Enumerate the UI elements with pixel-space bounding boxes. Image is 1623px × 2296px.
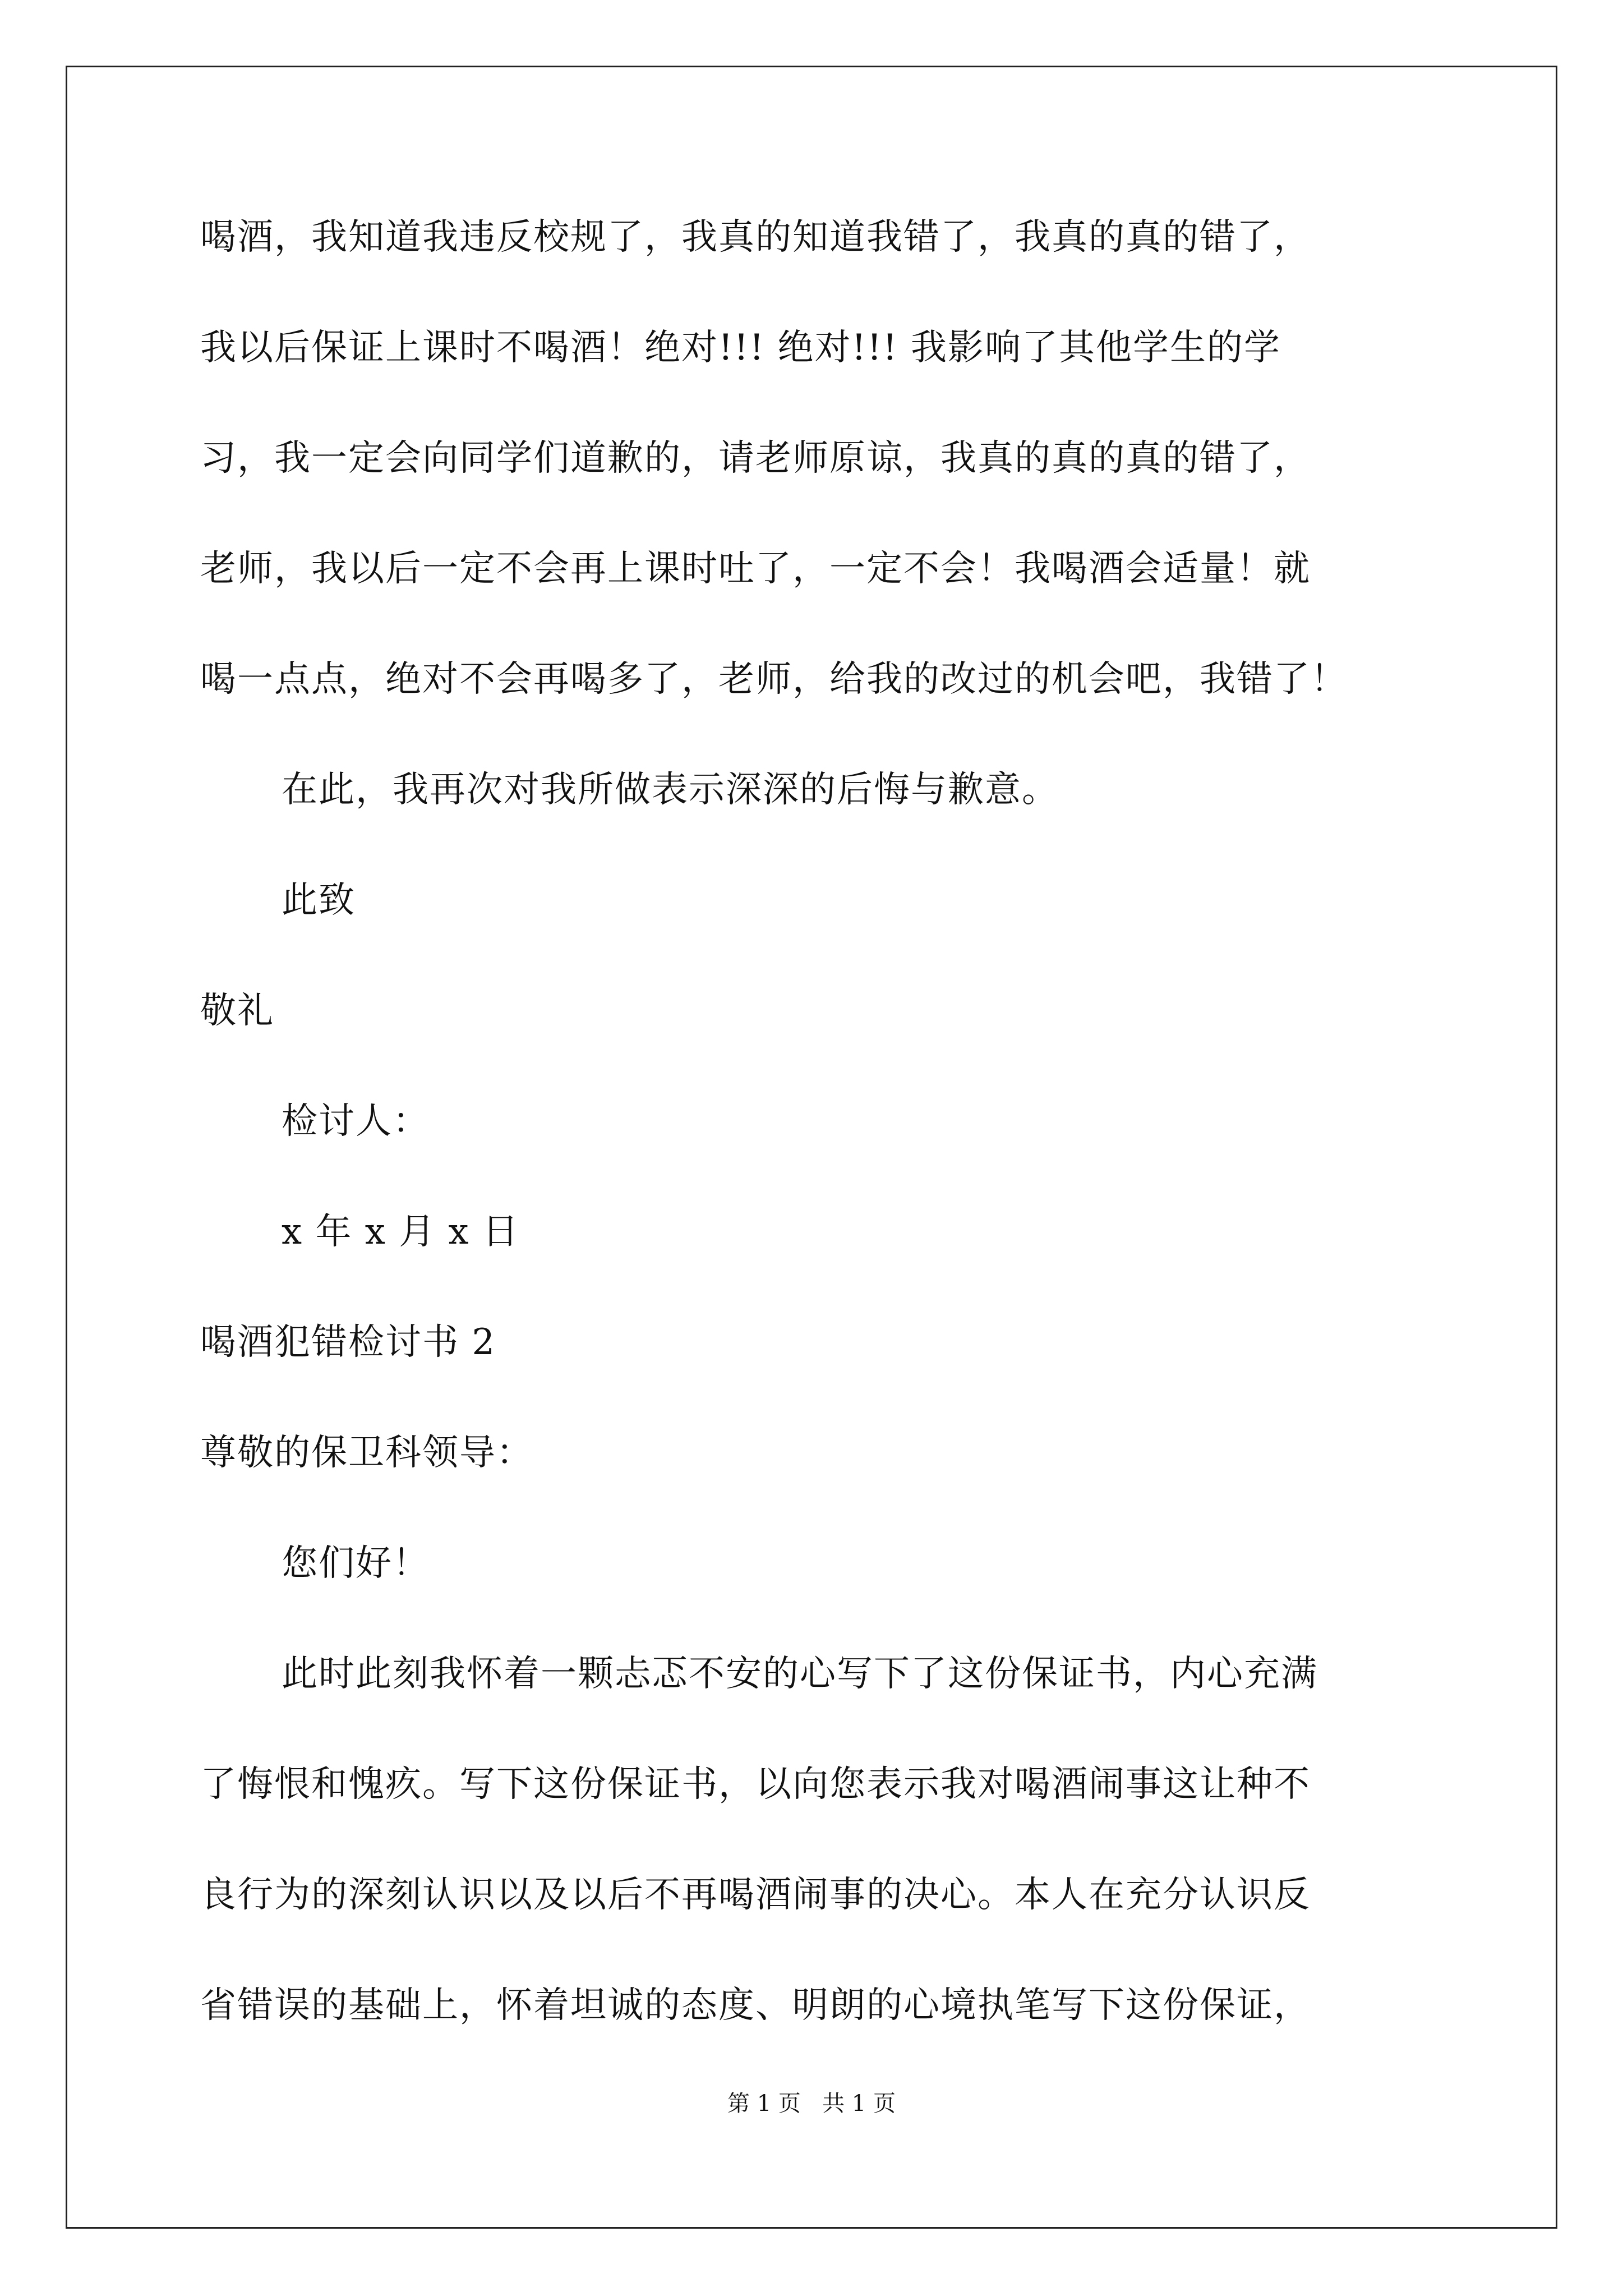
body-line: 省错误的基础上，怀着坦诚的态度、明朗的心境执笔写下这份保证，	[200, 1985, 1311, 2026]
body-line: 此时此刻我怀着一颗忐忑不安的心写下了这份保证书，内心充满	[282, 1653, 1318, 1695]
closing-paragraph: 在此，我再次对我所做表示深深的后悔与歉意。	[282, 769, 1059, 811]
page-footer: 第 1 页 共 1 页	[727, 2091, 896, 2116]
salutation-cizhi: 此致	[282, 880, 356, 921]
body-line: 我以后保证上课时不喝酒！绝对!!! 绝对!!! 我影响了其他学生的学	[200, 327, 1281, 369]
body-line: 老师，我以后一定不会再上课时吐了，一定不会！我喝酒会适量！就	[200, 548, 1311, 590]
signer-label: 检讨人：	[282, 1101, 430, 1142]
section-title: 喝酒犯错检讨书 2	[200, 1322, 496, 1363]
body-line: 喝一点点，绝对不会再喝多了，老师，给我的改过的机会吧，我错了！	[200, 659, 1348, 700]
body-line: 良行为的深刻认识以及以后不再喝酒闹事的决心。本人在充分认识反	[200, 1874, 1311, 1916]
greeting-recipient: 尊敬的保卫科领导：	[200, 1432, 533, 1474]
salutation-jingli: 敬礼	[200, 990, 274, 1032]
body-line: 习，我一定会向同学们道歉的，请老师原谅，我真的真的真的错了，	[200, 438, 1311, 479]
date-line: x 年 x 月 x 日	[282, 1211, 519, 1253]
greeting-hello: 您们好！	[282, 1543, 430, 1584]
body-line: 喝酒，我知道我违反校规了，我真的知道我错了，我真的真的错了，	[200, 217, 1311, 258]
body-line: 了悔恨和愧疚。写下这份保证书，以向您表示我对喝酒闹事这让种不	[200, 1764, 1311, 1805]
